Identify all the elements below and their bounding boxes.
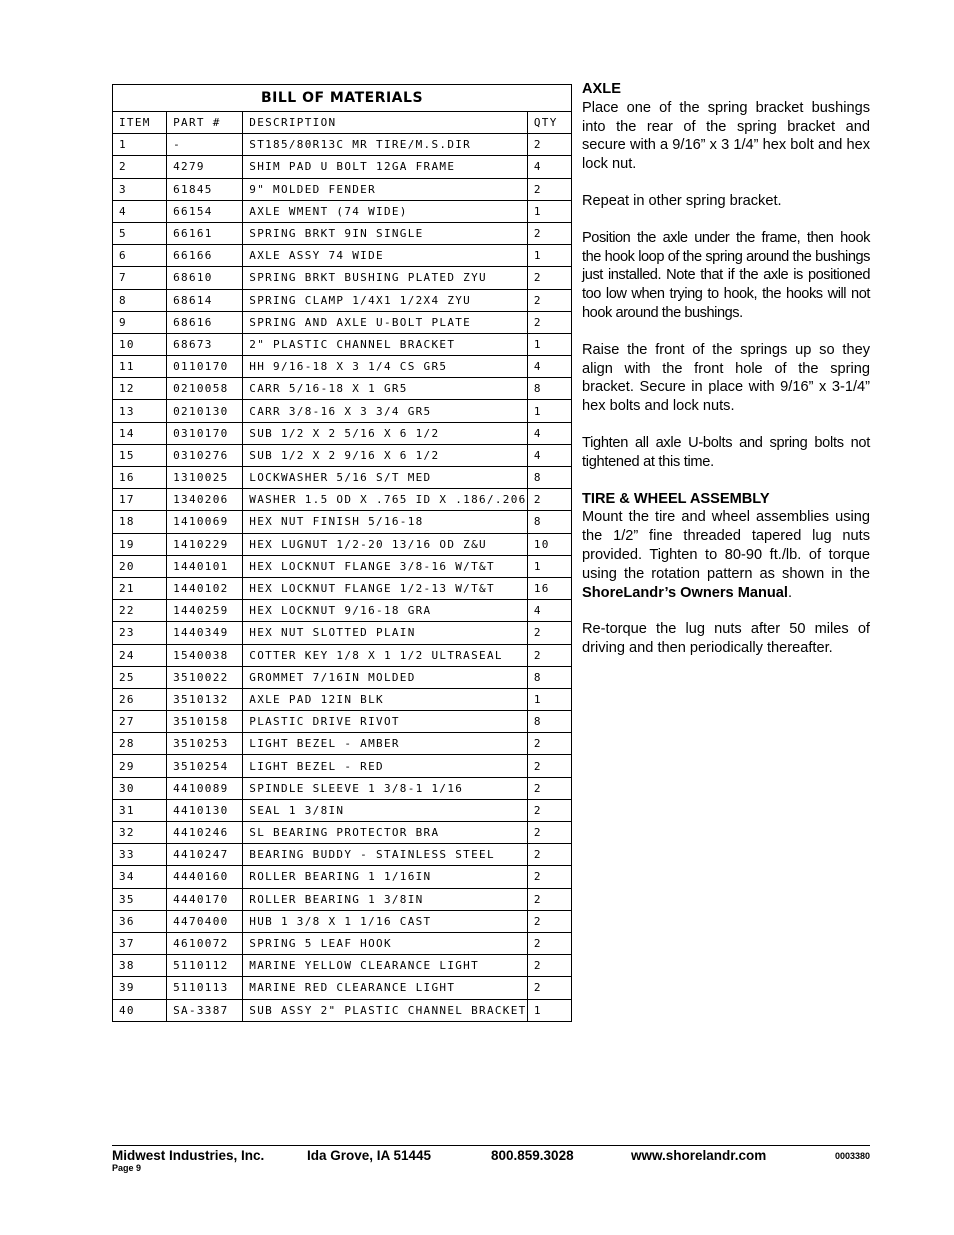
cell-part-number: 0310276 <box>167 444 243 466</box>
footer-phone: 800.859.3028 <box>491 1148 574 1163</box>
cell-part-number: 1440101 <box>167 555 243 577</box>
footer-website: www.shorelandr.com <box>631 1148 767 1163</box>
cell-description: SPRING AND AXLE U-BOLT PLATE <box>243 311 528 333</box>
cell-description: HUB 1 3/8 X 1 1/16 CAST <box>243 910 528 932</box>
cell-quantity: 4 <box>527 600 571 622</box>
cell-part-number: 1410069 <box>167 511 243 533</box>
cell-description: AXLE PAD 12IN BLK <box>243 688 528 710</box>
cell-item-number: 10 <box>113 333 167 355</box>
cell-quantity: 4 <box>527 356 571 378</box>
cell-item-number: 30 <box>113 777 167 799</box>
cell-description: 2" PLASTIC CHANNEL BRACKET <box>243 333 528 355</box>
cell-part-number: 66161 <box>167 222 243 244</box>
table-row <box>113 444 572 466</box>
table-row <box>113 489 572 511</box>
cell-description: SEAL 1 3/8IN <box>243 799 528 821</box>
table-row <box>113 888 572 910</box>
table-row <box>113 333 572 355</box>
cell-part-number: 1440259 <box>167 600 243 622</box>
cell-part-number: 61845 <box>167 178 243 200</box>
table-row <box>113 999 572 1021</box>
cell-quantity: 8 <box>527 378 571 400</box>
table-row <box>113 844 572 866</box>
cell-item-number: 36 <box>113 910 167 932</box>
cell-part-number: 4440170 <box>167 888 243 910</box>
table-row <box>113 799 572 821</box>
cell-quantity: 2 <box>527 289 571 311</box>
cell-description: SPRING BRKT 9IN SINGLE <box>243 222 528 244</box>
cell-part-number: 5110112 <box>167 955 243 977</box>
cell-quantity: 2 <box>527 755 571 777</box>
owners-manual-reference: ShoreLandr’s Owners Manual <box>582 584 788 601</box>
cell-quantity: 2 <box>527 977 571 999</box>
table-row <box>113 910 572 932</box>
table-row <box>113 222 572 244</box>
cell-quantity: 2 <box>527 267 571 289</box>
cell-item-number: 26 <box>113 688 167 710</box>
cell-description: 9" MOLDED FENDER <box>243 178 528 200</box>
cell-description: ROLLER BEARING 1 1/16IN <box>243 866 528 888</box>
cell-part-number: 4440160 <box>167 866 243 888</box>
cell-part-number: 1340206 <box>167 489 243 511</box>
cell-item-number: 17 <box>113 489 167 511</box>
cell-description: HEX LOCKNUT 9/16-18 GRA <box>243 600 528 622</box>
cell-part-number: 1410229 <box>167 533 243 555</box>
table-row <box>113 866 572 888</box>
table-row <box>113 733 572 755</box>
cell-part-number: 3510158 <box>167 711 243 733</box>
cell-quantity: 2 <box>527 178 571 200</box>
cell-item-number: 40 <box>113 999 167 1021</box>
cell-item-number: 37 <box>113 932 167 954</box>
cell-description: CARR 3/8-16 X 3 3/4 GR5 <box>243 400 528 422</box>
bom-title: BILL OF MATERIALS <box>113 85 572 112</box>
table-row <box>113 577 572 599</box>
bill-of-materials-table <box>112 84 572 1022</box>
cell-quantity: 8 <box>527 711 571 733</box>
cell-item-number: 38 <box>113 955 167 977</box>
cell-quantity: 1 <box>527 245 571 267</box>
table-row <box>113 555 572 577</box>
table-row <box>113 777 572 799</box>
cell-part-number: 0210058 <box>167 378 243 400</box>
cell-item-number: 27 <box>113 711 167 733</box>
cell-description: HEX LUGNUT 1/2-20 13/16 OD Z&U <box>243 533 528 555</box>
cell-item-number: 3 <box>113 178 167 200</box>
cell-quantity: 2 <box>527 910 571 932</box>
cell-description: SPRING 5 LEAF HOOK <box>243 932 528 954</box>
cell-quantity: 2 <box>527 134 571 156</box>
cell-part-number: 4410089 <box>167 777 243 799</box>
page-footer <box>112 1148 870 1164</box>
cell-item-number: 23 <box>113 622 167 644</box>
cell-description: PLASTIC DRIVE RIVOT <box>243 711 528 733</box>
bom-body <box>113 134 572 1022</box>
cell-description: HEX LOCKNUT FLANGE 3/8-16 W/T&T <box>243 555 528 577</box>
footer-doc-code: 0003380 <box>834 1151 870 1161</box>
cell-description: SUB 1/2 X 2 9/16 X 6 1/2 <box>243 444 528 466</box>
cell-description: HEX NUT SLOTTED PLAIN <box>243 622 528 644</box>
footer-divider <box>112 1145 870 1146</box>
tire-wheel-heading: TIRE & WHEEL ASSEMBLY <box>582 490 770 507</box>
cell-description: SPINDLE SLEEVE 1 3/8-1 1/16 <box>243 777 528 799</box>
axle-paragraph-2: Repeat in other spring bracket. <box>582 192 782 209</box>
cell-item-number: 13 <box>113 400 167 422</box>
cell-item-number: 15 <box>113 444 167 466</box>
table-row <box>113 200 572 222</box>
cell-item-number: 39 <box>113 977 167 999</box>
cell-item-number: 11 <box>113 356 167 378</box>
table-row <box>113 245 572 267</box>
table-row <box>113 289 572 311</box>
cell-item-number: 21 <box>113 577 167 599</box>
cell-part-number: 4410246 <box>167 822 243 844</box>
cell-part-number: 5110113 <box>167 977 243 999</box>
table-row <box>113 267 572 289</box>
cell-description: SUB ASSY 2" PLASTIC CHANNEL BRACKET <box>243 999 528 1021</box>
cell-quantity: 2 <box>527 955 571 977</box>
cell-part-number: 3510254 <box>167 755 243 777</box>
cell-part-number: 4410247 <box>167 844 243 866</box>
cell-description: MARINE RED CLEARANCE LIGHT <box>243 977 528 999</box>
table-row <box>113 932 572 954</box>
cell-quantity: 2 <box>527 622 571 644</box>
cell-item-number: 34 <box>113 866 167 888</box>
axle-paragraph-4: Raise the front of the springs up so they align with the front hole of the spring bracket. Secure in place with 9/16” x 3-1/4” hex bolts and lock nuts. <box>582 341 870 415</box>
cell-item-number: 24 <box>113 644 167 666</box>
cell-item-number: 12 <box>113 378 167 400</box>
cell-quantity: 4 <box>527 444 571 466</box>
cell-part-number: 1440349 <box>167 622 243 644</box>
cell-quantity: 2 <box>527 222 571 244</box>
cell-quantity: 8 <box>527 467 571 489</box>
cell-item-number: 2 <box>113 156 167 178</box>
cell-description: HEX NUT FINISH 5/16-18 <box>243 511 528 533</box>
instructions-column <box>582 80 870 676</box>
cell-part-number: 68616 <box>167 311 243 333</box>
axle-paragraph-3: Position the axle under the frame, then hook the hook loop of the spring around the bushings just installed. Note that if the axle is positioned too low when trying to hook, the hooks will not hook around the bushings. <box>582 229 870 321</box>
cell-quantity: 2 <box>527 866 571 888</box>
cell-item-number: 18 <box>113 511 167 533</box>
table-row <box>113 134 572 156</box>
cell-quantity: 1 <box>527 555 571 577</box>
cell-quantity: 2 <box>527 932 571 954</box>
cell-quantity: 4 <box>527 156 571 178</box>
table-row <box>113 378 572 400</box>
cell-description: MARINE YELLOW CLEARANCE LIGHT <box>243 955 528 977</box>
cell-quantity: 16 <box>527 577 571 599</box>
tire-paragraph-1-end: . <box>787 584 793 601</box>
table-row <box>113 178 572 200</box>
cell-quantity: 2 <box>527 777 571 799</box>
cell-description: LOCKWASHER 5/16 S/T MED <box>243 467 528 489</box>
cell-description: AXLE ASSY 74 WIDE <box>243 245 528 267</box>
cell-description: WASHER 1.5 OD X .765 ID X .186/.206 <box>243 489 528 511</box>
cell-item-number: 6 <box>113 245 167 267</box>
table-row <box>113 511 572 533</box>
cell-item-number: 33 <box>113 844 167 866</box>
table-row <box>113 666 572 688</box>
table-row <box>113 400 572 422</box>
cell-description: ROLLER BEARING 1 3/8IN <box>243 888 528 910</box>
cell-quantity: 1 <box>527 200 571 222</box>
tire-paragraph-2: Re-torque the lug nuts after 50 miles of driving and then periodically thereafter. <box>582 621 870 657</box>
cell-part-number: 3510253 <box>167 733 243 755</box>
bom-header-row <box>113 112 572 134</box>
cell-part-number: 68673 <box>167 333 243 355</box>
cell-description: SL BEARING PROTECTOR BRA <box>243 822 528 844</box>
cell-description: SPRING CLAMP 1/4X1 1/2X4 ZYU <box>243 289 528 311</box>
axle-paragraph-1: Place one of the spring bracket bushings into the rear of the spring bracket and secure with a 9/16” x 3 1/4” hex bolt and hex lock nut. <box>582 99 870 173</box>
cell-description: LIGHT BEZEL - RED <box>243 755 528 777</box>
cell-item-number: 29 <box>113 755 167 777</box>
table-row <box>113 644 572 666</box>
table-row <box>113 311 572 333</box>
column-header-qty: QTY <box>527 112 571 134</box>
cell-quantity: 8 <box>527 511 571 533</box>
cell-item-number: 9 <box>113 311 167 333</box>
cell-part-number: 1440102 <box>167 577 243 599</box>
cell-part-number: 0210130 <box>167 400 243 422</box>
cell-quantity: 2 <box>527 888 571 910</box>
cell-part-number: 0110170 <box>167 356 243 378</box>
table-row <box>113 467 572 489</box>
cell-quantity: 2 <box>527 489 571 511</box>
cell-item-number: 35 <box>113 888 167 910</box>
cell-part-number: 4279 <box>167 156 243 178</box>
cell-description: LIGHT BEZEL - AMBER <box>243 733 528 755</box>
cell-part-number: 4470400 <box>167 910 243 932</box>
cell-description: SHIM PAD U BOLT 12GA FRAME <box>243 156 528 178</box>
cell-quantity: 10 <box>527 533 571 555</box>
cell-item-number: 19 <box>113 533 167 555</box>
cell-item-number: 1 <box>113 134 167 156</box>
cell-description: COTTER KEY 1/8 X 1 1/2 ULTRASEAL <box>243 644 528 666</box>
cell-part-number: 68614 <box>167 289 243 311</box>
cell-item-number: 31 <box>113 799 167 821</box>
cell-part-number: 0310170 <box>167 422 243 444</box>
cell-description: HH 9/16-18 X 3 1/4 CS GR5 <box>243 356 528 378</box>
cell-part-number: 66154 <box>167 200 243 222</box>
cell-item-number: 8 <box>113 289 167 311</box>
cell-part-number: 4610072 <box>167 932 243 954</box>
cell-description: BEARING BUDDY - STAINLESS STEEL <box>243 844 528 866</box>
cell-part-number: 3510132 <box>167 688 243 710</box>
cell-quantity: 1 <box>527 688 571 710</box>
cell-description: HEX LOCKNUT FLANGE 1/2-13 W/T&T <box>243 577 528 599</box>
cell-quantity: 2 <box>527 799 571 821</box>
page-number: Page 9 <box>112 1163 142 1173</box>
column-header-item: ITEM <box>113 112 167 134</box>
table-row <box>113 822 572 844</box>
cell-quantity: 2 <box>527 733 571 755</box>
table-row <box>113 156 572 178</box>
cell-item-number: 32 <box>113 822 167 844</box>
cell-part-number: 1310025 <box>167 467 243 489</box>
cell-quantity: 8 <box>527 666 571 688</box>
cell-description: AXLE WMENT (74 WIDE) <box>243 200 528 222</box>
axle-heading: AXLE <box>582 81 621 97</box>
table-row <box>113 955 572 977</box>
cell-part-number: 1540038 <box>167 644 243 666</box>
cell-description: SPRING BRKT BUSHING PLATED ZYU <box>243 267 528 289</box>
cell-quantity: 2 <box>527 822 571 844</box>
tire-paragraph-1-text: Mount the tire and wheel assemblies using the 1/2” fine threaded tapered lug nuts provided. Tighten to 80-90 ft./lb. of torque using the rotation pattern as shown in the <box>582 509 870 582</box>
table-row <box>113 356 572 378</box>
cell-quantity: 1 <box>527 400 571 422</box>
footer-city: Ida Grove, IA 51445 <box>307 1148 432 1163</box>
cell-item-number: 25 <box>113 666 167 688</box>
cell-part-number: 66166 <box>167 245 243 267</box>
cell-item-number: 16 <box>113 467 167 489</box>
table-row <box>113 422 572 444</box>
column-header-part: PART # <box>167 112 243 134</box>
footer-company: Midwest Industries, Inc. <box>112 1148 265 1163</box>
cell-quantity: 2 <box>527 311 571 333</box>
table-row <box>113 688 572 710</box>
cell-quantity: 2 <box>527 644 571 666</box>
cell-quantity: 2 <box>527 844 571 866</box>
table-row <box>113 977 572 999</box>
cell-part-number: 3510022 <box>167 666 243 688</box>
table-row <box>113 600 572 622</box>
table-row <box>113 755 572 777</box>
cell-part-number: 4410130 <box>167 799 243 821</box>
cell-quantity: 1 <box>527 333 571 355</box>
cell-description: SUB 1/2 X 2 5/16 X 6 1/2 <box>243 422 528 444</box>
cell-item-number: 28 <box>113 733 167 755</box>
tire-paragraph-1 <box>582 508 870 602</box>
cell-item-number: 7 <box>113 267 167 289</box>
cell-quantity: 1 <box>527 999 571 1021</box>
cell-quantity: 4 <box>527 422 571 444</box>
cell-item-number: 20 <box>113 555 167 577</box>
column-header-description: DESCRIPTION <box>243 112 528 134</box>
table-row <box>113 533 572 555</box>
cell-description: ST185/80R13C MR TIRE/M.S.DIR <box>243 134 528 156</box>
cell-part-number: SA-3387 <box>167 999 243 1021</box>
cell-item-number: 4 <box>113 200 167 222</box>
cell-description: GROMMET 7/16IN MOLDED <box>243 666 528 688</box>
cell-part-number: - <box>167 134 243 156</box>
table-row <box>113 622 572 644</box>
cell-item-number: 14 <box>113 422 167 444</box>
cell-item-number: 5 <box>113 222 167 244</box>
cell-description: CARR 5/16-18 X 1 GR5 <box>243 378 528 400</box>
axle-paragraph-5: Tighten all axle U-bolts and spring bolts not tightened at this time. <box>582 434 870 470</box>
cell-item-number: 22 <box>113 600 167 622</box>
cell-part-number: 68610 <box>167 267 243 289</box>
table-row <box>113 711 572 733</box>
